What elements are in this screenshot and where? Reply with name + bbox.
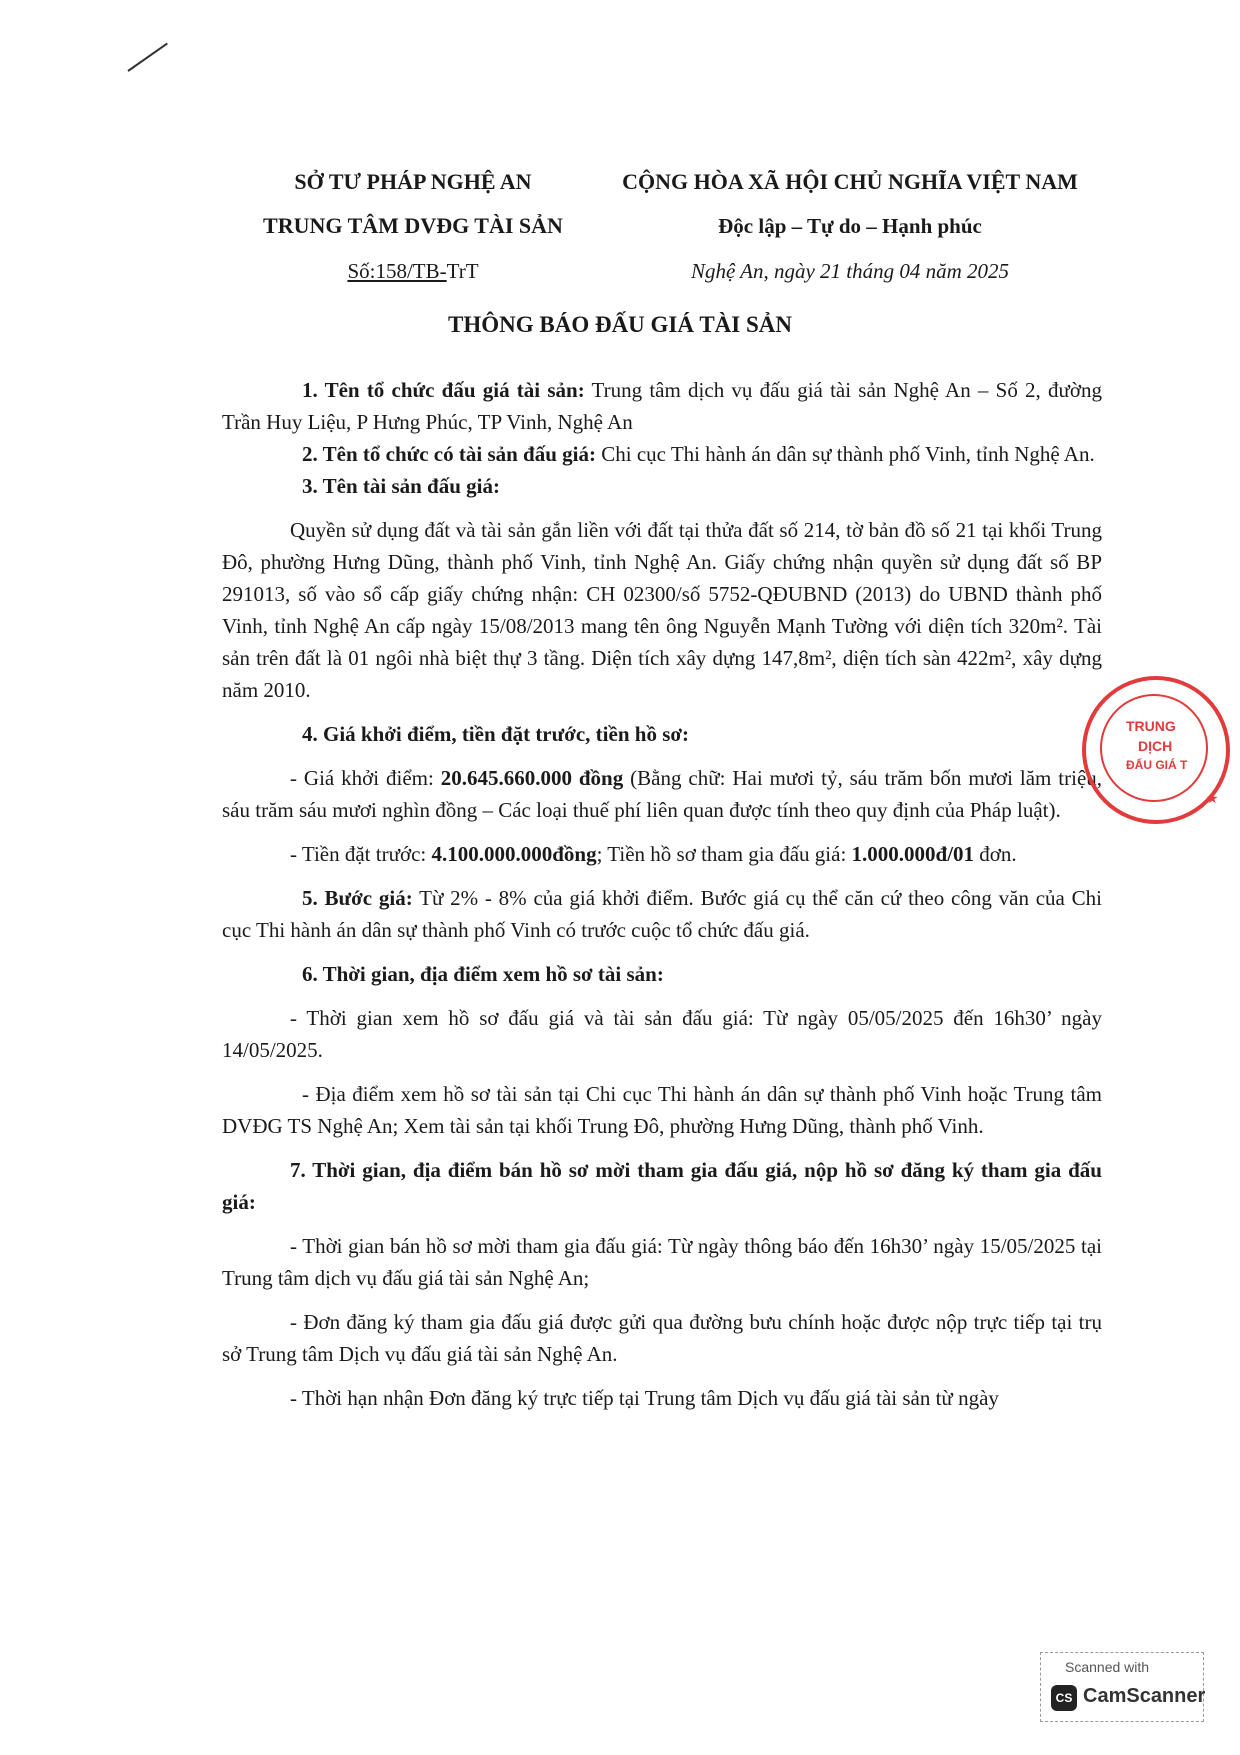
seal-text-3: ĐẤU GIÁ T [1126, 758, 1188, 772]
deposit-and-fee: - Tiền đặt trước: 4.100.000.000đồng; Tiền hồ sơ tham gia đấu giá: 1.000.000đ/01 đơn. [290, 842, 1017, 866]
org-line-2: TRUNG TÂM DVĐG TÀI SẢN [263, 213, 563, 238]
section-5: 5. Bước giá: Từ 2% - 8% của giá khởi điểm. Bước giá cụ thể căn cứ theo công văn của Chi cục Thi hành án dân sự thành phố Vinh có trước cuộc tổ chức đấu giá. [222, 886, 1103, 942]
section-4-heading: 4. Giá khởi điểm, tiền đặt trước, tiền hồ sơ: [302, 722, 689, 746]
star-icon: ★ [1206, 790, 1219, 806]
scanned-with-label: Scanned with [1065, 1659, 1150, 1675]
seal-text-1: TRUNG [1126, 718, 1176, 734]
section-2: 2. Tên tổ chức có tài sản đấu giá: Chi cục Thi hành án dân sự thành phố Vinh, tỉnh Nghệ An. [302, 442, 1095, 466]
document-body [222, 374, 1102, 1414]
camscanner-logo-icon: CS [1051, 1685, 1077, 1711]
section-6-time: - Thời gian xem hồ sơ đấu giá và tài sản đấu giá: Từ ngày 05/05/2025 đến 16h30’ ngày 14/05/2025. [222, 1006, 1102, 1062]
national-header [590, 160, 1110, 294]
camscanner-watermark [1040, 1652, 1204, 1722]
section-3-heading: 3. Tên tài sản đấu giá: [302, 474, 500, 498]
document-date: Nghệ An, ngày 21 tháng 04 năm 2025 [690, 259, 1010, 283]
seal-text-2: DỊCH [1138, 738, 1173, 754]
camscanner-label: CamScanner [1083, 1685, 1206, 1707]
national-motto: Độc lập – Tự do – Hạnh phúc [718, 214, 982, 238]
section-3-text: Quyền sử dụng đất và tài sản gắn liền với đất tại thửa đất số 214, tờ bản đồ số 21 tại khối Trung Đô, phường Hưng Dũng, thành phố Vinh, tỉnh Nghệ An. Giấy chứng nhận quyền sử dụng đất số BP 291013, số vào sổ cấp giấy chứng nhận: CH 02300/số 5752-QĐUBND (2013) do UBND thành phố Vinh, tỉnh Nghệ An cấp ngày 15/08/2013 mang tên ông Nguyễn Mạnh Tường với diện tích 320m². Tài sản trên đất là 01 ngôi nhà biệt thự 3 tầng. Diện tích xây dựng 147,8m², diện tích sàn 422m², xây dựng năm 2010. [222, 518, 1102, 702]
section-6-heading: 6. Thời gian, địa điểm xem hồ sơ tài sản: [302, 962, 664, 986]
section-1: 1. Tên tổ chức đấu giá tài sản: Trung tâm dịch vụ đấu giá tài sản Nghệ An – Số 2, đường Trần Huy Liệu, P Hưng Phúc, TP Vinh, Nghệ An [222, 378, 1102, 434]
document-title: THÔNG BÁO ĐẤU GIÁ TÀI SẢN [448, 312, 792, 337]
issuing-organization [238, 160, 588, 294]
section-7-deadline: - Thời hạn nhận Đơn đăng ký trực tiếp tại Trung tâm Dịch vụ đấu giá tài sản từ ngày [290, 1386, 999, 1410]
section-7-heading: 7. Thời gian, địa điểm bán hồ sơ mời tham gia đấu giá, nộp hồ sơ đăng ký tham gia đấu giá: [222, 1158, 1102, 1214]
section-7-sale-time: - Thời gian bán hồ sơ mời tham gia đấu giá: Từ ngày thông báo đến 16h30’ ngày 15/05/2025 tại Trung tâm dịch vụ đấu giá tài sản Nghệ An; [222, 1234, 1102, 1290]
section-7-submission: - Đơn đăng ký tham gia đấu giá được gửi qua đường bưu chính hoặc được nộp trực tiếp tại trụ sở Trung tâm Dịch vụ đấu giá tài sản Nghệ An. [222, 1310, 1102, 1366]
document-number: Số:158/TB-TrT [347, 259, 479, 283]
section-6-location: - Địa điểm xem hồ sơ tài sản tại Chi cục Thi hành án dân sự thành phố Vinh hoặc Trung tâm DVĐG TS Nghệ An; Xem tài sản tại khối Trung Đô, phường Hưng Dũng, thành phố Vinh. [222, 1082, 1102, 1138]
pen-mark [127, 43, 167, 72]
red-seal-stamp [1082, 676, 1230, 824]
country-name: CỘNG HÒA XÃ HỘI CHỦ NGHĨA VIỆT NAM [622, 169, 1078, 194]
org-line-1: SỞ TƯ PHÁP NGHỆ AN [294, 169, 532, 194]
starting-price: - Giá khởi điểm: 20.645.660.000 đồng (Bằng chữ: Hai mươi tỷ, sáu trăm bốn mươi lăm triệu, sáu trăm sáu mươi nghìn đồng – Các loại thuế phí liên quan được tính theo quy định của Pháp luật). [222, 766, 1103, 822]
